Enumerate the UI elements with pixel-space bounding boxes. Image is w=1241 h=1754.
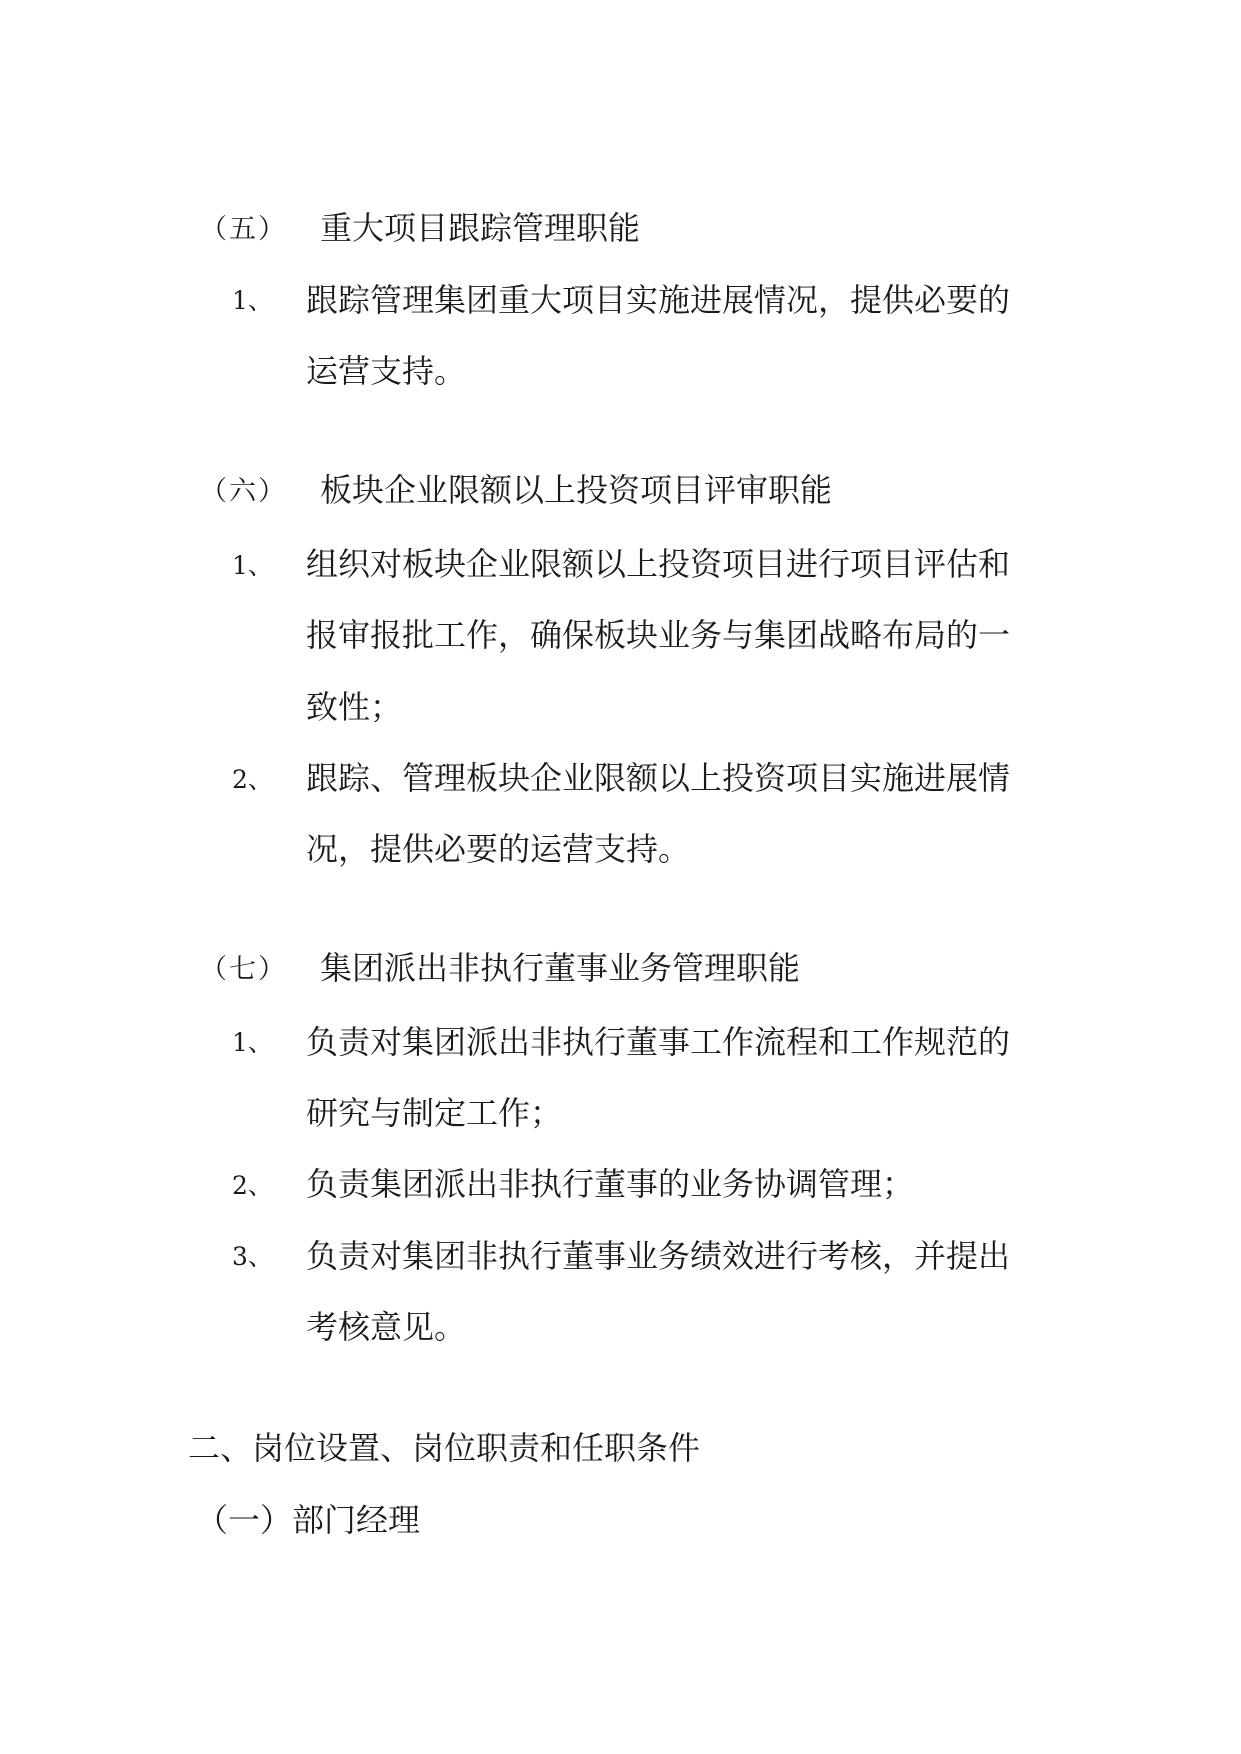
part-2-heading: 二、岗位设置、岗位职责和任职条件 xyxy=(188,1429,701,1467)
section-6-item-2-line-1: 跟踪、管理板块企业限额以上投资项目实施进展情 xyxy=(306,759,1011,797)
section-7-marker: （七） xyxy=(200,954,287,985)
section-6-item-2-number: 2、 xyxy=(232,765,273,794)
section-7-title: 集团派出非执行董事业务管理职能 xyxy=(320,949,801,987)
section-6-item-1-line-2: 报审报批工作，确保板块业务与集团战略布局的一 xyxy=(306,616,1011,654)
section-7-item-3-line-1: 负责对集团非执行董事业务绩效进行考核，并提出 xyxy=(306,1237,1011,1275)
section-7-item-1-line-2: 研究与制定工作； xyxy=(306,1094,563,1132)
section-6-marker: （六） xyxy=(200,476,287,507)
section-7-item-2-line-1: 负责集团派出非执行董事的业务协调管理； xyxy=(306,1165,915,1203)
sub-heading-department-manager: （一）部门经理 xyxy=(196,1501,421,1539)
section-7-item-1-line-1: 负责对集团派出非执行董事工作流程和工作规范的 xyxy=(306,1023,1011,1061)
section-6-item-1-line-1: 组织对板块企业限额以上投资项目进行项目评估和 xyxy=(306,545,1011,583)
section-5-item-1-number: 1、 xyxy=(232,286,273,315)
section-5-item-1-line-1: 跟踪管理集团重大项目实施进展情况，提供必要的 xyxy=(306,281,1011,319)
section-7-item-3-line-2: 考核意见。 xyxy=(306,1308,467,1346)
section-5-marker: （五） xyxy=(200,214,287,245)
section-6-item-1-number: 1、 xyxy=(232,551,273,580)
section-7-item-2-number: 2、 xyxy=(232,1171,273,1200)
section-5-title: 重大项目跟踪管理职能 xyxy=(320,209,641,247)
section-6-item-2-line-2: 况，提供必要的运营支持。 xyxy=(306,830,691,868)
section-6-item-1-line-3: 致性； xyxy=(306,688,403,726)
section-7-item-1-number: 1、 xyxy=(232,1028,273,1057)
section-7-item-3-number: 3、 xyxy=(232,1242,273,1271)
section-5-item-1-line-2: 运营支持。 xyxy=(306,352,467,390)
section-6-title: 板块企业限额以上投资项目评审职能 xyxy=(320,471,833,509)
